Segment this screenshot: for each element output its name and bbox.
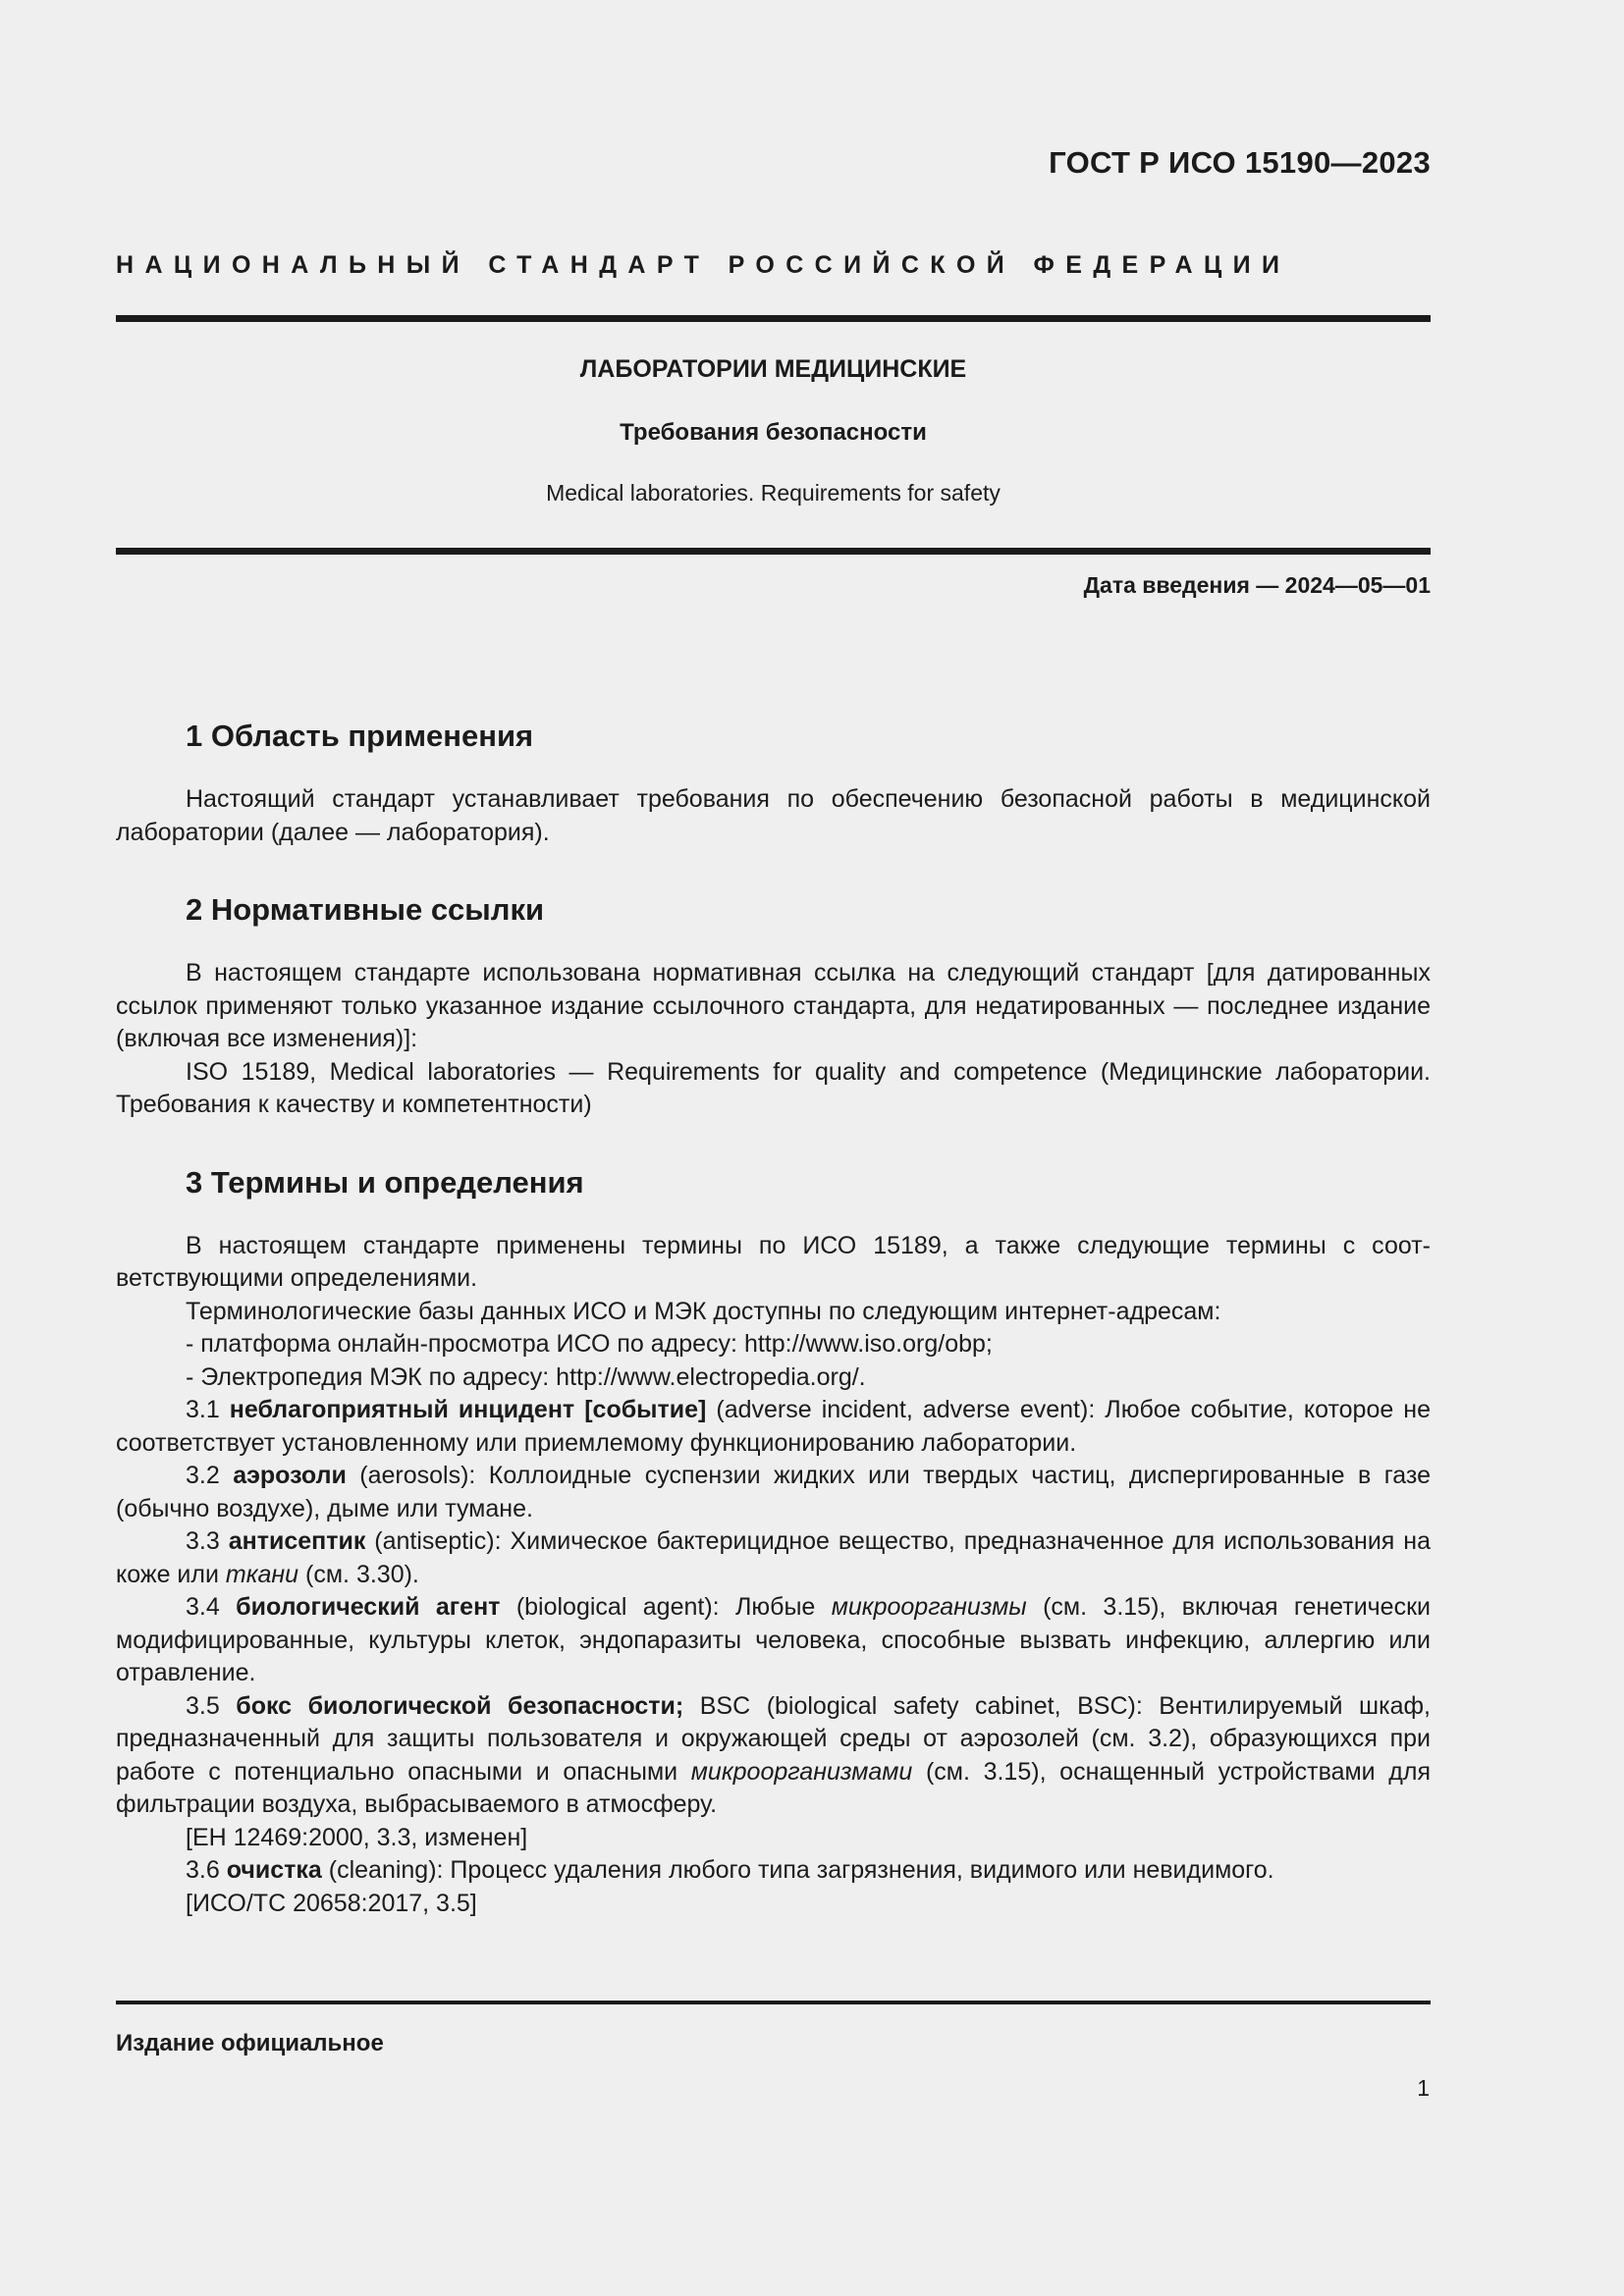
term-definition: BSC (biological safety cabinet, BSC): Вентилируемый шкаф, предназначенный для защиты пользователя и окружающей среды от аэрозолей (см. 3.2), образующихся при работе с потенциально опасными и опасными	[116, 1691, 1432, 1786]
term-number: 3.3	[186, 1527, 229, 1555]
standard-subtitle: Требования безопасности	[620, 419, 927, 446]
list-item: - платформа онлайн-просмотра ИСО по адресу: http://www.iso.org/obp;	[186, 1330, 993, 1358]
official-edition-label: Издание официальное	[116, 2030, 384, 2056]
term-entry	[116, 1854, 1431, 1888]
document-body	[116, 717, 1431, 1961]
term-name: очистка	[226, 1856, 322, 1884]
term-entry	[116, 1394, 1431, 1460]
list-item: - Электропедия МЭК по адресу: http://www.electropedia.org/.	[186, 1362, 866, 1391]
page-number: 1	[1417, 2075, 1430, 2101]
section-scope	[116, 717, 1431, 849]
document-code: ГОСТ Р ИСО 15190—2023	[1049, 145, 1431, 180]
term-number: 3.4	[186, 1593, 237, 1621]
term-source: [ЕН 12469:2000, 3.3, изменен]	[186, 1823, 528, 1851]
section-heading: 2 Нормативные ссылки	[186, 892, 545, 927]
paragraph: ISO 15189, Medical laboratories — Requirements for quality and competence (Медицинские лаборатории. Требования к качеству и компетентности)	[116, 1057, 1431, 1118]
top-rule	[116, 315, 1431, 322]
term-number: 3.6	[186, 1856, 227, 1884]
term-source: [ИСО/ТС 20658:2017, 3.5]	[186, 1889, 477, 1917]
term-number: 3.2	[186, 1462, 234, 1489]
term-definition: (adverse incident, adverse event): Любое событие, которое не соответствует установленному или приемлемому функционированию лаборатории.	[116, 1396, 1432, 1457]
term-number: 3.1	[186, 1396, 230, 1423]
paragraph: В настоящем стандарте использована нормативная ссылка на следующий стандарт [для датированных ссылок применяют только указанное издание ссылочного стандарта, для недатированных — последнее издание (включая все изменения)]:	[116, 959, 1431, 1052]
term-entry	[116, 1690, 1431, 1822]
footer-rule	[116, 2001, 1431, 2004]
term-definition: (см. 3.15), включая генетически модифицированные, культуры клеток, эндопаразиты человека, способные вызвать инфекцию, аллергию или отравление.	[116, 1593, 1431, 1686]
introduction-date: Дата введения — 2024—05—01	[1083, 572, 1431, 598]
section-heading: 3 Термины и определения	[186, 1164, 584, 1200]
paragraph: Настоящий стандарт устанавливает требования по обеспечению безопасной работы в медицинской лаборатории (далее — лаборатория).	[116, 785, 1431, 846]
term-number: 3.5	[186, 1691, 237, 1720]
term-cross-reference: микроорганизмы	[831, 1593, 1027, 1621]
term-name: неблагоприятный инцидент [событие]	[229, 1396, 707, 1423]
term-name: биологический агент	[236, 1593, 501, 1621]
paragraph: В настоящем стандарте применены термины по ИСО 15189, а также следующие термины с соответствующими определениями.	[116, 1231, 1431, 1292]
term-entry	[116, 1525, 1431, 1591]
term-definition: (aerosols): Коллоидные суспензии жидких или твердых частиц, диспергированные в газе (обычно воздухе), дыме или тумане.	[116, 1462, 1431, 1522]
section-heading: 1 Область применения	[186, 719, 534, 753]
term-name: антисептик	[228, 1527, 366, 1555]
term-name: бокс биологической безопасности;	[236, 1691, 684, 1720]
term-entry	[116, 1591, 1431, 1690]
middle-rule	[116, 548, 1431, 555]
term-definition: (см. 3.30).	[298, 1560, 419, 1588]
paragraph: Терминологические базы данных ИСО и МЭК доступны по следующим интернет-адресам:	[186, 1297, 1221, 1325]
term-definition: (см. 3.15), оснащенный устройствами для фильтрации воздуха, выбрасываемого в атмосферу.	[116, 1757, 1431, 1818]
standard-title: ЛАБОРАТОРИИ МЕДИЦИНСКИЕ	[579, 355, 967, 383]
section-normative-references	[116, 890, 1431, 1122]
term-definition: (biological agent): Любые	[500, 1593, 832, 1621]
term-cross-reference: микроорганизмами	[690, 1757, 913, 1786]
term-entry	[116, 1460, 1431, 1525]
term-name: аэрозоли	[233, 1462, 347, 1489]
term-definition: (antiseptic): Химическое бактерицидное вещество, предназначенное для использования на коже или	[116, 1527, 1431, 1588]
term-cross-reference: ткани	[225, 1560, 299, 1588]
national-standard-banner: НАЦИОНАЛЬНЫЙ СТАНДАРТ РОССИЙСКОЙ ФЕДЕРАЦИИ	[116, 251, 1291, 279]
term-definition: (cleaning): Процесс удаления любого типа загрязнения, видимого или невидимого.	[321, 1856, 1274, 1884]
english-title: Medical laboratories. Requirements for safety	[546, 480, 1001, 506]
section-terms	[116, 1163, 1431, 1921]
